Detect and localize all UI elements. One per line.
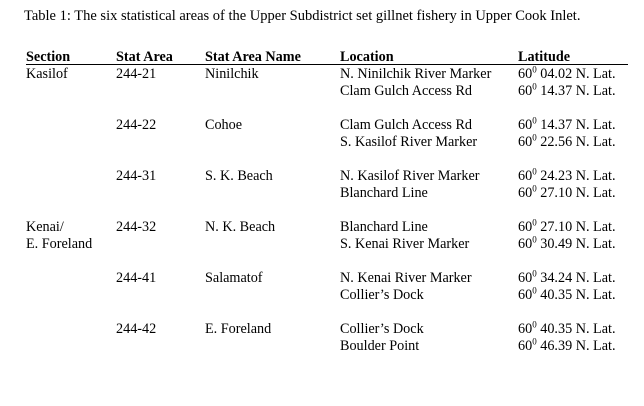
degree-symbol: 0	[532, 81, 537, 92]
stat-area-name-cell: E. Foreland	[205, 321, 272, 337]
stat-area-name-cell: Cohoe	[205, 117, 243, 133]
latitude-cell	[518, 151, 628, 202]
latitude-degrees: 60	[518, 66, 533, 82]
table-row	[26, 100, 628, 151]
location-line: S. Kenai River Marker	[340, 236, 470, 252]
stat-area-cell: 244-31	[116, 168, 157, 184]
degree-symbol: 0	[532, 285, 537, 296]
degree-symbol: 0	[532, 115, 537, 126]
table-row	[26, 65, 628, 101]
latitude-degrees: 60	[518, 321, 533, 337]
degree-symbol: 0	[532, 132, 537, 143]
location-line: Collier’s Dock	[340, 287, 424, 303]
location-line: Clam Gulch Access Rd	[340, 83, 473, 99]
latitude-degrees: 60	[518, 338, 533, 354]
latitude-degrees: 60	[518, 83, 533, 99]
latitude-degrees: 60	[518, 236, 533, 252]
header-section: Section	[26, 50, 116, 65]
latitude-line	[518, 83, 628, 100]
stat-area-cell: 244-21	[116, 66, 157, 82]
latitude-minutes: 27.10 N. Lat.	[536, 219, 616, 235]
section-label: Kenai/	[26, 219, 64, 235]
latitude-minutes: 40.35 N. Lat.	[536, 287, 616, 303]
latitude-minutes: 14.37 N. Lat.	[536, 83, 616, 99]
header-stat-area: Stat Area	[116, 50, 205, 65]
header-stat-area-name: Stat Area Name	[205, 50, 340, 65]
latitude-degrees: 60	[518, 134, 533, 150]
latitude-line	[518, 287, 628, 304]
latitude-degrees: 60	[518, 270, 533, 286]
latitude-minutes: 22.56 N. Lat.	[536, 134, 616, 150]
location-cell	[340, 202, 518, 253]
latitude-degrees: 60	[518, 117, 533, 133]
latitude-cell	[518, 253, 628, 304]
section-cell	[26, 151, 116, 202]
header-row	[26, 50, 628, 65]
latitude-degrees: 60	[518, 219, 533, 235]
stat-area-name-cell: Salamatof	[205, 270, 263, 286]
degree-symbol: 0	[532, 166, 537, 177]
degree-symbol: 0	[532, 268, 537, 279]
location-cell	[340, 65, 518, 101]
latitude-minutes: 34.24 N. Lat.	[536, 270, 616, 286]
table-row	[26, 202, 628, 253]
latitude-degrees: 60	[518, 185, 533, 201]
stat-area-cell: 244-22	[116, 117, 157, 133]
latitude-minutes: 27.10 N. Lat.	[536, 185, 616, 201]
location-line: Blanchard Line	[340, 185, 428, 201]
latitude-minutes: 24.23 N. Lat.	[536, 168, 616, 184]
stat-areas-table	[26, 50, 628, 355]
location-line: S. Kasilof River Marker	[340, 134, 478, 150]
latitude-minutes: 04.02 N. Lat.	[536, 66, 616, 82]
latitude-cell	[518, 202, 628, 253]
degree-symbol: 0	[532, 64, 537, 75]
latitude-minutes: 40.35 N. Lat.	[536, 321, 616, 337]
latitude-minutes: 30.49 N. Lat.	[536, 236, 616, 252]
header-latitude: Latitude	[518, 50, 628, 65]
latitude-degrees: 60	[518, 168, 533, 184]
table-caption: Table 1: The six statistical areas of the Upper Subdistrict set gillnet fishery in Upper Cook Inlet.	[24, 8, 581, 24]
table-row	[26, 151, 628, 202]
location-line: N. Kenai River Marker	[340, 270, 472, 286]
stat-area-cell: 244-42	[116, 321, 157, 337]
section-label: Kasilof	[26, 66, 68, 82]
stat-area-cell: 244-41	[116, 270, 157, 286]
degree-symbol: 0	[532, 234, 537, 245]
latitude-minutes: 46.39 N. Lat.	[536, 338, 616, 354]
section-cell	[26, 100, 116, 151]
latitude-line	[518, 338, 628, 355]
stat-area-name-cell: Ninilchik	[205, 66, 259, 82]
location-line: Clam Gulch Access Rd	[340, 117, 473, 133]
stat-area-name-cell: S. K. Beach	[205, 168, 273, 184]
latitude-line	[518, 134, 628, 151]
location-cell	[340, 151, 518, 202]
table-body	[26, 65, 628, 356]
section-cell	[26, 202, 116, 253]
latitude-line	[518, 185, 628, 202]
latitude-minutes: 14.37 N. Lat.	[536, 117, 616, 133]
stat-area-name-cell: N. K. Beach	[205, 219, 276, 235]
stat-area-cell: 244-32	[116, 219, 157, 235]
degree-symbol: 0	[532, 217, 537, 228]
location-cell	[340, 100, 518, 151]
location-line: N. Kasilof River Marker	[340, 168, 480, 184]
latitude-cell	[518, 65, 628, 101]
section-label: E. Foreland	[26, 236, 93, 252]
location-line: Blanchard Line	[340, 219, 428, 235]
degree-symbol: 0	[532, 319, 537, 330]
location-cell	[340, 304, 518, 355]
latitude-cell	[518, 304, 628, 355]
table-row	[26, 253, 628, 304]
latitude-line	[518, 236, 628, 253]
degree-symbol: 0	[532, 183, 537, 194]
section-cell	[26, 253, 116, 304]
table-row	[26, 304, 628, 355]
degree-symbol: 0	[532, 336, 537, 347]
location-line: N. Ninilchik River Marker	[340, 66, 492, 82]
section-cell	[26, 65, 116, 101]
latitude-degrees: 60	[518, 287, 533, 303]
location-cell	[340, 253, 518, 304]
location-line: Collier’s Dock	[340, 321, 424, 337]
latitude-cell	[518, 100, 628, 151]
location-line: Boulder Point	[340, 338, 420, 354]
header-location: Location	[340, 50, 518, 65]
section-cell	[26, 304, 116, 355]
